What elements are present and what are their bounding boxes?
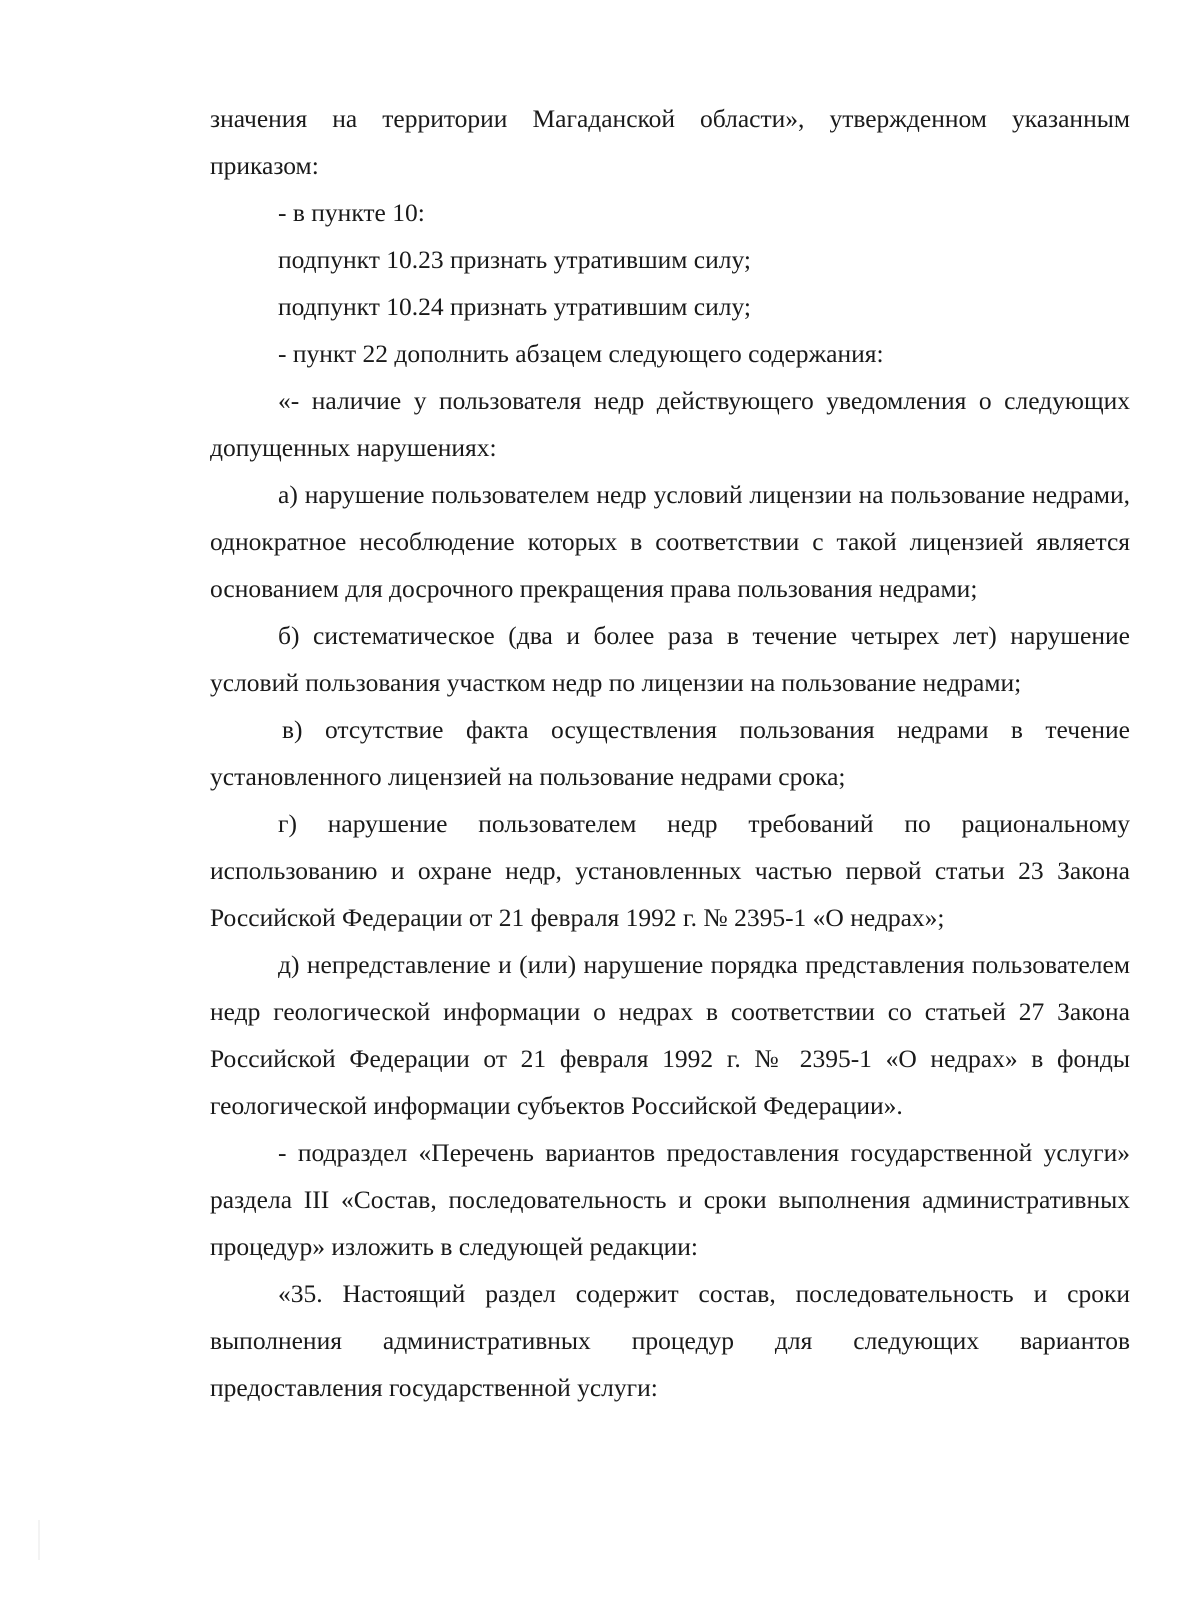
paragraph-violation-g: г) нарушение пользователем недр требований по рациональному использованию и охране недр, установленных частью первой статьи 23 Закона Российской Федерации от 21 февраля 1992 г. № 2395-1 «О недрах»; bbox=[210, 809, 1130, 932]
scan-artifact bbox=[38, 1520, 40, 1560]
paragraph-violation-d: д) непредставление и (или) нарушение порядка представления пользователем недр геологической информации о недрах в соответствии со статьей 27 Закона Российской Федерации от 21 февраля 1992 г. № 2395-1 «О недрах» в фонды геологической информации субъектов Российской Федерации». bbox=[210, 950, 1130, 1120]
paragraph-notice: «- наличие у пользователя недр действующего уведомления о следующих допущенных нарушениях: bbox=[210, 386, 1130, 462]
paragraph-35: «35. Настоящий раздел содержит состав, последовательность и сроки выполнения административных процедур для следующих вариантов предоставления государственной услуги: bbox=[210, 1279, 1130, 1402]
paragraph-item-22: - пункт 22 дополнить абзацем следующего содержания: bbox=[278, 339, 884, 368]
paragraph-item-10: - в пункте 10: bbox=[278, 198, 425, 227]
paragraph-violation-v: в) отсутствие факта осуществления пользования недрами в течение установленного лицензией на пользование недрами срока; bbox=[210, 715, 1130, 791]
paragraph-subitem-10-23: подпункт 10.23 признать утратившим силу; bbox=[278, 245, 751, 274]
paragraph-subsection: - подраздел «Перечень вариантов предоставления государственной услуги» раздела III «Состав, последовательность и сроки выполнения административных процедур» изложить в следующей редакции: bbox=[210, 1138, 1130, 1261]
document-body bbox=[210, 95, 1130, 1411]
paragraph-subitem-10-24: подпункт 10.24 признать утратившим силу; bbox=[278, 292, 751, 321]
paragraph-intro: значения на территории Магаданской области», утвержденном указанным приказом: bbox=[210, 104, 1130, 180]
paragraph-violation-b: б) систематическое (два и более раза в течение четырех лет) нарушение условий пользования участком недр по лицензии на пользование недрами; bbox=[210, 621, 1130, 697]
paragraph-violation-a: а) нарушение пользователем недр условий лицензии на пользование недрами, однократное несоблюдение которых в соответствии с такой лицензией является основанием для досрочного прекращения права пользования недрами; bbox=[210, 480, 1130, 603]
